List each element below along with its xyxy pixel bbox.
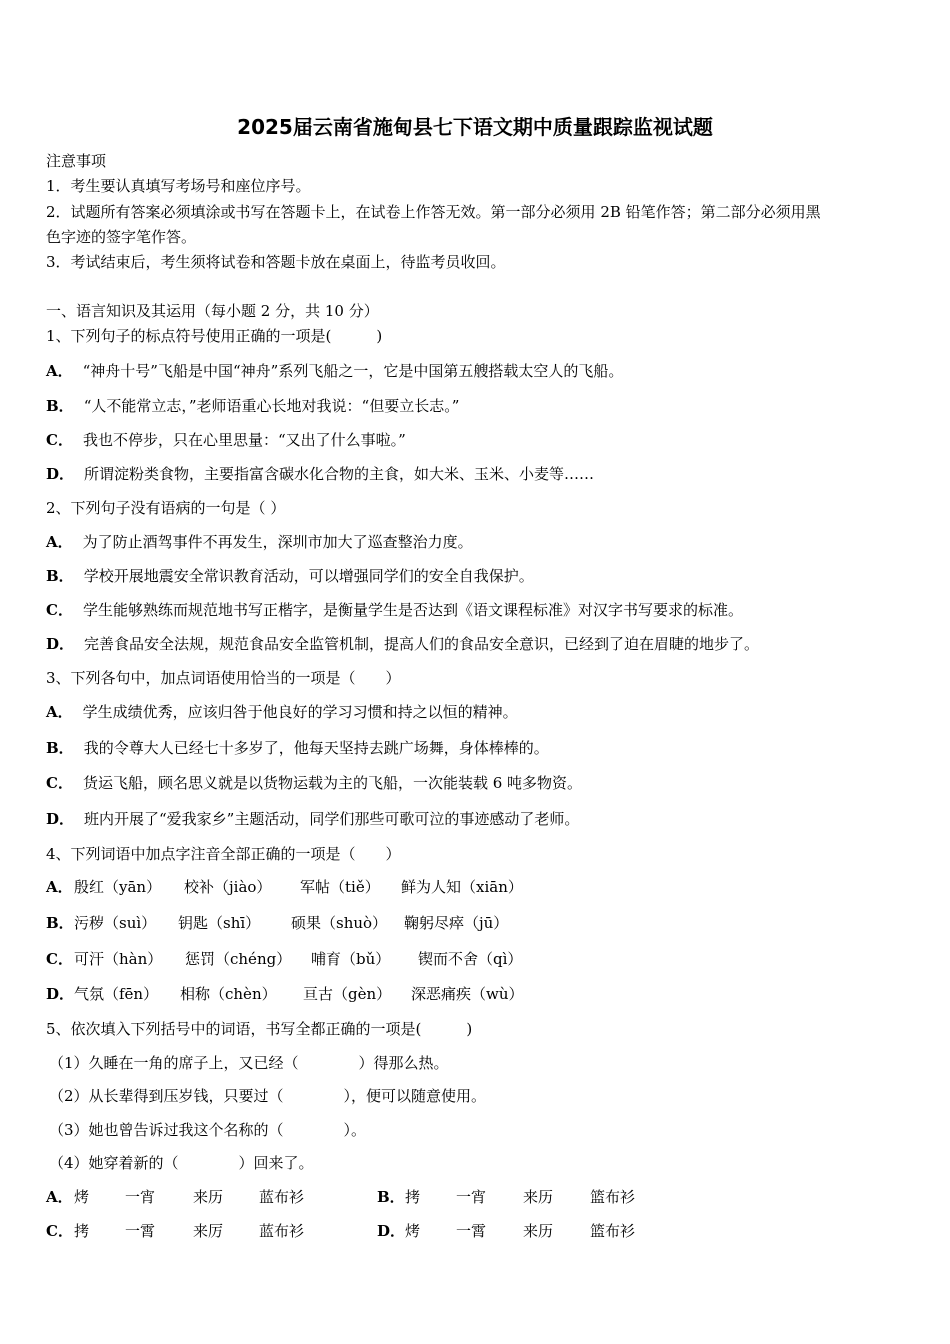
- option-key: A．: [46, 1188, 73, 1206]
- option-key: A．: [46, 703, 73, 721]
- option-word: 亘古（gèn）: [303, 985, 392, 1003]
- option-word: 锲而不舍（qì）: [418, 950, 523, 968]
- option-word: 殷红（yān）: [74, 878, 162, 896]
- option-word: 来厉: [193, 1222, 224, 1240]
- option-word: 一宵: [456, 1188, 487, 1206]
- option-text: 所谓淀粉类食物，主要指富含碳水化合物的主食，如大米、玉米、小麦等……: [84, 465, 595, 483]
- option-word: 来历: [523, 1222, 554, 1240]
- option-key: B．: [46, 397, 74, 415]
- option-line: [46, 430, 406, 450]
- option-word: 鲜为人知（xiān）: [401, 878, 523, 896]
- section-heading: 一、语言知识及其运用（每小题 2 分，共 10 分）: [46, 302, 379, 320]
- fill-sentence: （1）久睡在一角的席子上，又已经（ ）得那么热。: [49, 1054, 449, 1072]
- option-word: 篮布衫: [590, 1188, 636, 1206]
- notice-item: 2．试题所有答案必须填涂或书写在答题卡上，在试卷上作答无效。第一部分必须用 2B 铅笔作答；第二部分必须用黑: [46, 203, 821, 221]
- option-key: C．: [46, 431, 73, 449]
- option-text: 我的令尊大人已经七十多岁了，他每天坚持去跳广场舞，身体棒棒的。: [83, 739, 549, 757]
- option-word: 一宵: [125, 1188, 156, 1206]
- option-line: [46, 634, 759, 654]
- question-stem: 4、下列词语中加点字注音全部正确的一项是（ ）: [46, 845, 401, 863]
- option-key: C．: [46, 601, 73, 619]
- option-word: 一霄: [456, 1222, 487, 1240]
- option-line: [46, 738, 549, 758]
- option-word: 污秽（suì）: [74, 914, 157, 932]
- option-text: 学生成绩优秀，应该归咎于他良好的学习习惯和持之以恒的精神。: [82, 703, 518, 721]
- option-key: C．: [46, 950, 73, 968]
- option-word: 烤: [405, 1222, 421, 1240]
- notice-item: 1．考生要认真填写考场号和座位序号。: [46, 177, 311, 195]
- option-word: 蓝布衫: [259, 1188, 305, 1206]
- option-word: 拷: [405, 1188, 421, 1206]
- option-word: 校补（jiào）: [184, 878, 272, 896]
- option-word: 鞠躬尽瘁（jū）: [404, 914, 509, 932]
- fill-sentence: （3）她也曾告诉过我这个名称的（ ）。: [49, 1121, 367, 1139]
- notice-heading: 注意事项: [46, 152, 107, 170]
- option-word: 钥匙（shī）: [178, 914, 261, 932]
- option-text: “人不能常立志，”老师语重心长地对我说：“但要立长志。”: [83, 397, 460, 415]
- option-word: 来历: [193, 1188, 224, 1206]
- option-word: 一霄: [125, 1222, 156, 1240]
- option-line: [46, 809, 579, 829]
- option-word: 篮布衫: [590, 1222, 636, 1240]
- option-line: [46, 702, 518, 722]
- option-word: 惩罚（chéng）: [185, 950, 292, 968]
- option-key: B．: [46, 914, 74, 932]
- option-word: 军帖（tiě）: [300, 878, 380, 896]
- option-key: B．: [377, 1188, 405, 1206]
- question-stem: 3、下列各句中，加点词语使用恰当的一项是（ ）: [46, 669, 401, 687]
- option-key: D．: [46, 985, 75, 1003]
- option-key: C．: [46, 774, 73, 792]
- page-title: 2025届云南省施甸县七下语文期中质量跟踪监视试题: [237, 115, 713, 139]
- option-word: 拷: [74, 1222, 90, 1240]
- option-text: 学校开展地震安全常识教育活动，可以增强同学们的安全自我保护。: [83, 567, 534, 585]
- option-line: [46, 566, 534, 586]
- option-text: 班内开展了“爱我家乡”主题活动，同学们那些可歌可泣的事迹感动了老师。: [84, 810, 580, 828]
- option-word: 蓝布衫: [259, 1222, 305, 1240]
- fill-sentence: （4）她穿着新的（ ）回来了。: [49, 1154, 314, 1172]
- notice-item: 色字迹的签字笔作答。: [46, 228, 197, 246]
- option-key: A．: [46, 878, 73, 896]
- notice-item: 3．考试结束后，考生须将试卷和答题卡放在桌面上，待监考员收回。: [46, 253, 506, 271]
- option-key: B．: [46, 567, 74, 585]
- option-word: 深恶痛疾（wù）: [411, 985, 524, 1003]
- option-text: 货运飞船，顾名思义就是以货物运载为主的飞船，一次能装载 6 吨多物资。: [82, 774, 583, 792]
- option-word: 硕果（shuò）: [291, 914, 388, 932]
- option-key: D．: [46, 465, 75, 483]
- option-text: 完善食品安全法规，规范食品安全监管机制，提高人们的食品安全意识，已经到了迫在眉睫的地步了。: [84, 635, 760, 653]
- option-text: 为了防止酒驾事件不再发生，深圳市加大了巡查整治力度。: [82, 533, 473, 551]
- question-stem: 2、下列句子没有语病的一句是（ ）: [46, 499, 286, 517]
- option-line: [46, 396, 459, 416]
- question-stem: 5、依次填入下列括号中的词语，书写全都正确的一项是( ): [46, 1020, 473, 1038]
- question-stem: 1、下列句子的标点符号使用正确的一项是( ): [46, 327, 383, 345]
- option-key: D．: [377, 1222, 406, 1240]
- option-line: [46, 600, 743, 620]
- option-text: “神舟十号”飞船是中国“神舟”系列飞船之一，它是中国第五艘搭载太空人的飞船。: [82, 362, 624, 380]
- option-key: D．: [46, 810, 75, 828]
- option-word: 相称（chèn）: [180, 985, 277, 1003]
- option-line: [46, 773, 582, 793]
- option-key: A．: [46, 533, 73, 551]
- fill-sentence: （2）从长辈得到压岁钱，只要过（ ），便可以随意使用。: [49, 1087, 487, 1105]
- option-line: [46, 532, 473, 552]
- option-key: D．: [46, 635, 75, 653]
- option-key: C．: [46, 1222, 73, 1240]
- option-key: B．: [46, 739, 74, 757]
- option-line: [46, 361, 623, 381]
- option-word: 哺育（bǔ）: [311, 950, 391, 968]
- option-key: A．: [46, 362, 73, 380]
- option-word: 来历: [523, 1188, 554, 1206]
- option-word: 烤: [74, 1188, 90, 1206]
- option-text: 我也不停步，只在心里思量：“又出了什么事啦。”: [82, 431, 406, 449]
- option-line: [46, 464, 594, 484]
- option-word: 可汗（hàn）: [74, 950, 163, 968]
- option-text: 学生能够熟练而规范地书写正楷字，是衡量学生是否达到《语文课程标准》对汉字书写要求的标准。: [82, 601, 743, 619]
- option-word: 气氛（fēn）: [74, 985, 159, 1003]
